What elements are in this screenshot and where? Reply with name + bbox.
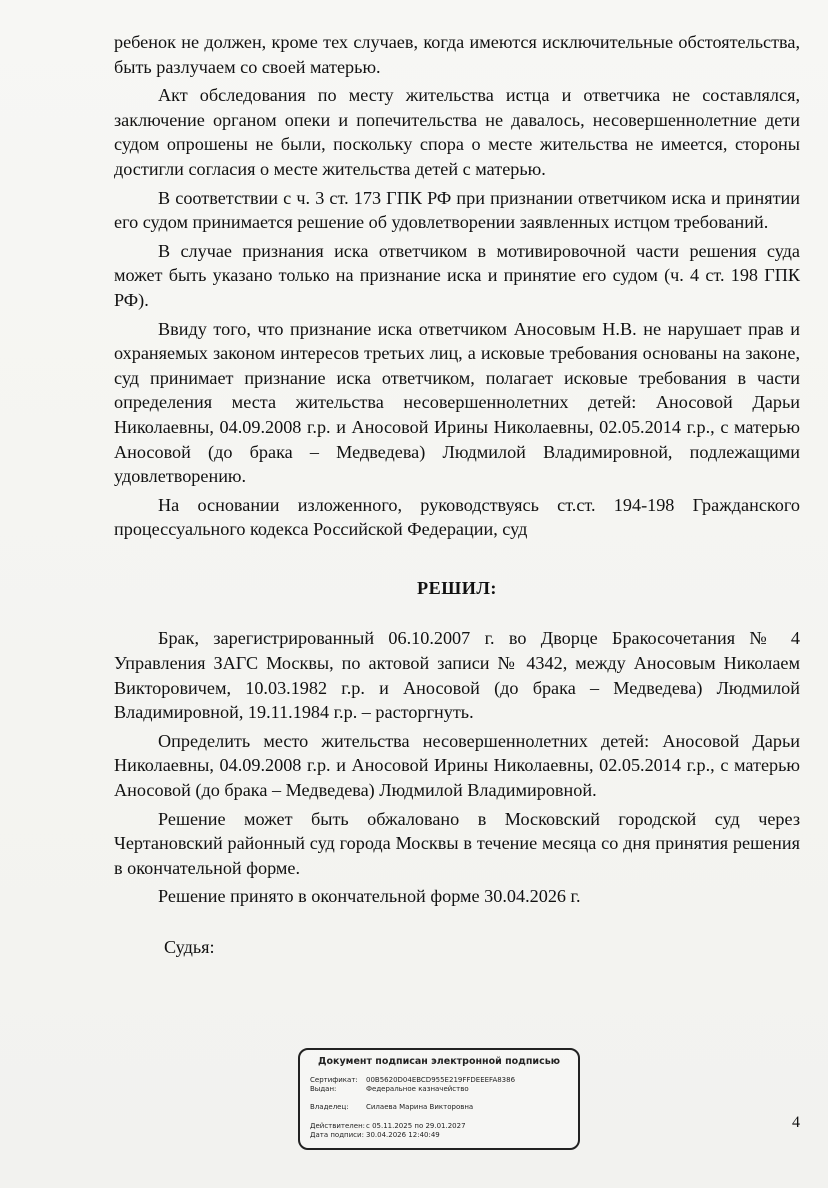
- decision-heading: РЕШИЛ:: [417, 577, 497, 598]
- stamp-date-label: Дата подписи:: [310, 1131, 364, 1139]
- document-body: [114, 30, 800, 960]
- stamp-date-value: 30.04.2026 12:40:49: [366, 1131, 440, 1139]
- decision-paragraph-3: Решение может быть обжаловано в Московский городской суд через Чертановский районный суд города Москвы в течение месяца со дня принятия решения в окончательной форме.: [114, 808, 800, 878]
- stamp-issued-row: [310, 1085, 469, 1094]
- page-number: 4: [792, 1114, 800, 1131]
- stamp-valid-label: Действителен:: [310, 1122, 366, 1130]
- stamp-certificate-row: [310, 1076, 515, 1085]
- paragraph-1: ребенок не должен, кроме тех случаев, когда имеются исключительные обстоятельства, быть разлучаем со своей матерью.: [114, 32, 800, 77]
- stamp-issued-label: Выдан:: [310, 1085, 337, 1093]
- stamp-issued-value: Федеральное казначейство: [366, 1085, 469, 1093]
- electronic-signature-stamp: [298, 1048, 580, 1150]
- stamp-owner-label: Владелец:: [310, 1103, 349, 1111]
- paragraph-3: В соответствии с ч. 3 ст. 173 ГПК РФ при признании ответчиком иска и принятии его судом принимается решение об удовлетворении заявленных истцом требований.: [114, 187, 800, 233]
- judge-label: Судья:: [164, 937, 215, 957]
- stamp-owner-value: Силаева Марина Викторовна: [366, 1103, 474, 1111]
- stamp-certificate-value: 00B5620D04EBCD955E219FFDEEEFA8386: [366, 1076, 516, 1084]
- stamp-title: Документ подписан электронной подписью: [318, 1056, 560, 1067]
- stamp-owner-row: [310, 1103, 473, 1112]
- decision-paragraph-1: Брак, зарегистрированный 06.10.2007 г. во Дворце Бракосочетания № 4 Управления ЗАГС Москвы, по актовой записи № 4342, между Аносовым Николаем Викторовичем, 10.03.1982 г.р. и Аносовой (до брака – Медведева) Людмилой Владимировной, 19.11.1984 г.р. – расторгнуть.: [114, 628, 800, 723]
- paragraph-4: В случае признания иска ответчиком в мотивировочной части решения суда может быть указано только на признание иска и принятие его судом (ч. 4 ст. 198 ГПК РФ).: [114, 240, 800, 310]
- stamp-valid-value: с 05.11.2025 по 29.01.2027: [366, 1122, 466, 1130]
- stamp-valid-row: [310, 1122, 466, 1131]
- stamp-certificate-label: Сертификат:: [310, 1076, 358, 1084]
- decision-paragraph-2: Определить место жительства несовершеннолетних детей: Аносовой Дарьи Николаевны, 04.09.2008 г.р. и Аносовой Ирины Николаевны, 02.05.2014 г.р., с матерью Аносовой (до брака – Медведева) Людмилой Владимировной.: [114, 730, 800, 801]
- paragraph-6: На основании изложенного, руководствуясь ст.ст. 194-198 Гражданского процессуального кодекса Российской Федерации, суд: [114, 494, 800, 540]
- decision-paragraph-4: Решение принято в окончательной форме 30.04.2026 г.: [158, 886, 581, 907]
- stamp-date-row: [310, 1131, 440, 1140]
- paragraph-5: Ввиду того, что признание иска ответчиком Аносовым Н.В. не нарушает прав и охраняемых законом интересов третьих лиц, а исковые требования основаны на законе, суд принимает признание иска ответчиком, полагает исковые требования в части определения места жительства несовершеннолетних детей: Аносовой Дарьи Николаевны, 04.09.2008 г.р. и Аносовой Ирины Николаевны, 02.05.2014 г.р., с матерью Аносовой (до брака – Медведева) Людмилой Владимировной, подлежащими удовлетворению.: [114, 318, 800, 487]
- paragraph-2: Акт обследования по месту жительства истца и ответчика не составлялся, заключение органом опеки и попечительства не давалось, несовершеннолетние дети судом опрошены не были, поскольку спора о месте жительства не имеется, стороны достигли согласия о месте жительства детей с матерью.: [114, 85, 800, 179]
